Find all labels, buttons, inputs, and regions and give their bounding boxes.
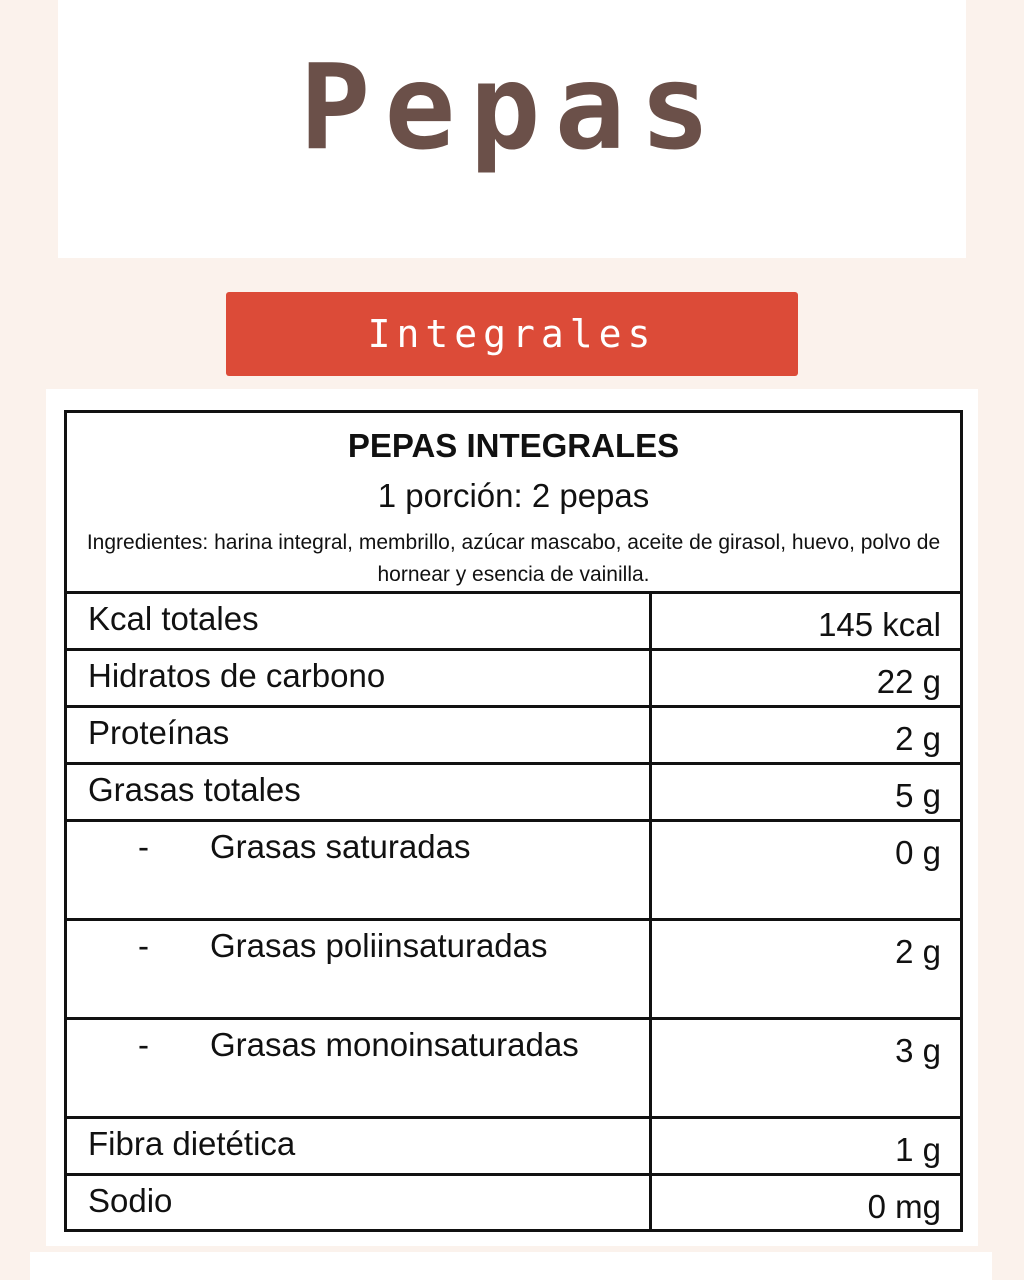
nutrient-name-cell xyxy=(67,1020,652,1116)
table-row xyxy=(67,1176,960,1229)
nutrient-value: 1 g xyxy=(895,1131,941,1168)
table-row xyxy=(67,651,960,708)
nutrient-name: Proteínas xyxy=(67,708,652,762)
nutrient-name: Hidratos de carbono xyxy=(67,651,652,705)
nutrient-value: 22 g xyxy=(876,663,941,700)
nutrient-name: Sodio xyxy=(67,1176,652,1229)
table-row xyxy=(67,822,960,921)
subtitle-banner xyxy=(226,292,798,376)
sub-item-dash: - xyxy=(138,828,149,865)
table-row xyxy=(67,708,960,765)
nutrient-value: 145 kcal xyxy=(818,606,941,643)
nutrition-label-card xyxy=(46,389,978,1246)
nutrient-value: 0 mg xyxy=(867,1188,941,1225)
nutrient-name-cell xyxy=(67,822,652,918)
nutrient-name: Grasas monoinsaturadas xyxy=(210,1026,579,1063)
nutrient-name: Grasas totales xyxy=(67,765,652,819)
product-name: PEPAS INTEGRALES xyxy=(347,427,680,464)
nutrient-name: Kcal totales xyxy=(67,594,652,648)
sub-item-dash: - xyxy=(138,1026,149,1063)
nutrient-value: 0 g xyxy=(895,834,941,871)
table-row xyxy=(67,1020,960,1119)
ingredients-text: Ingredientes: harina integral, membrillo, azúcar mascabo, aceite de girasol, huevo, polvo de hornear y esencia de vainilla. xyxy=(86,531,941,586)
subtitle-text: Integrales xyxy=(367,312,657,356)
nutrient-value: 2 g xyxy=(895,720,941,757)
nutrient-value: 5 g xyxy=(895,777,941,814)
serving-size: 1 porción: 2 pepas xyxy=(377,477,650,514)
nutrient-value: 2 g xyxy=(895,933,941,970)
sub-item-dash: - xyxy=(138,927,149,964)
nutrient-name: Grasas saturadas xyxy=(210,828,471,865)
page-title: Pepas xyxy=(299,38,725,176)
nutrition-header xyxy=(67,413,960,594)
title-card xyxy=(58,0,966,258)
nutrient-value: 3 g xyxy=(895,1032,941,1069)
next-card-edge xyxy=(30,1252,992,1280)
table-row xyxy=(67,594,960,651)
nutrient-name: Grasas poliinsaturadas xyxy=(210,927,548,964)
table-row xyxy=(67,765,960,822)
nutrient-name: Fibra dietética xyxy=(67,1119,652,1173)
table-row xyxy=(67,1119,960,1176)
nutrition-table xyxy=(64,410,963,1232)
nutrient-name-cell xyxy=(67,921,652,1017)
table-row xyxy=(67,921,960,1020)
